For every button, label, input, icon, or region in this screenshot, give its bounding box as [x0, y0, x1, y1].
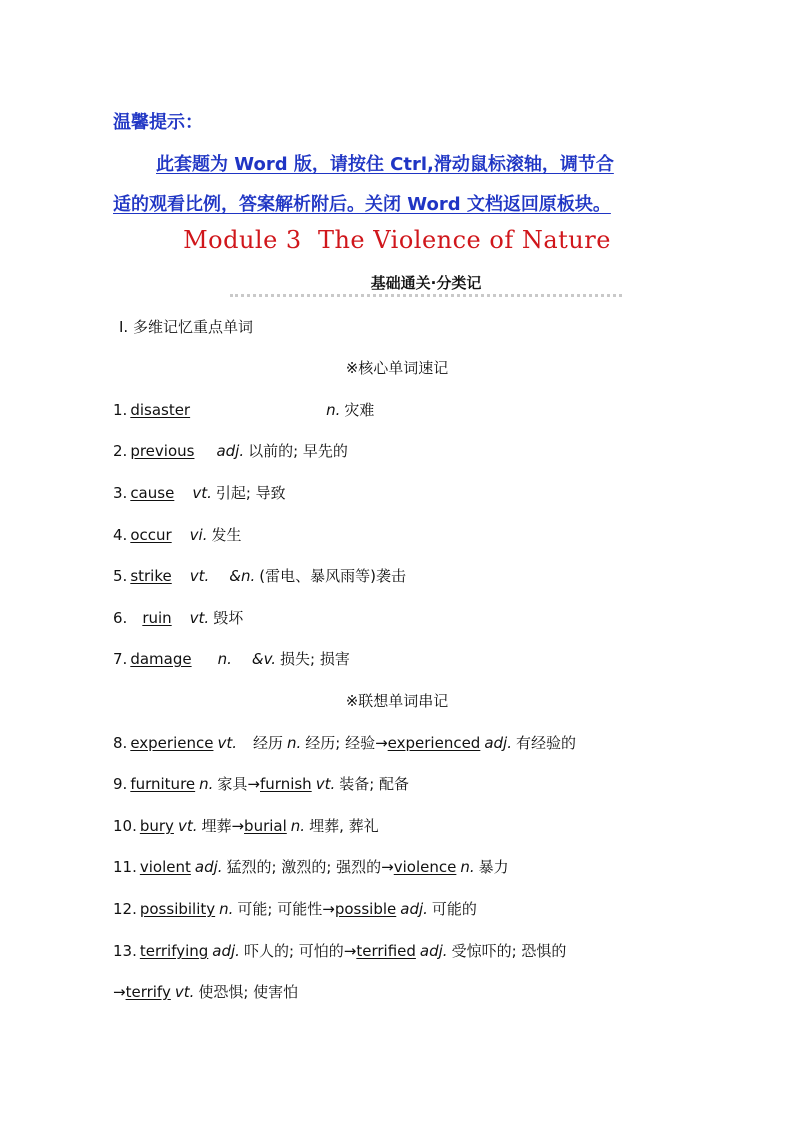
tip-line-1: 此套题为 Word 版，请按住 Ctrl,滑动鼠标滚轴，调节合 — [156, 154, 614, 175]
vocab-word: experienced — [387, 734, 481, 752]
vocab-word: bury — [139, 817, 174, 835]
vocab-word: furnish — [260, 775, 312, 793]
vocab-word: damage — [130, 650, 192, 668]
list-item: 13. terrifying adj. 吓人的; 可怕的→terrified adj. 受惊吓的; 恐惧的 — [113, 942, 567, 960]
vocab-word: strike — [130, 567, 172, 585]
section-heading: Ⅰ. 多维记忆重点单词 — [119, 318, 253, 336]
list-item-continuation: →terrify vt. 使恐惧; 使害怕 — [113, 983, 299, 1001]
section-subtitle: 基础通关·分类记 — [370, 274, 482, 292]
list-item: 2. previous adj. 以前的; 早先的 — [113, 442, 348, 460]
core-words-heading: ※核心单词速记 — [345, 359, 449, 377]
list-item: 11. violent adj. 猛烈的; 激烈的; 强烈的→violence n. 暴力 — [113, 858, 509, 876]
list-item: 3. cause vt. 引起; 导致 — [113, 484, 286, 502]
list-item: 12. possibility n. 可能; 可能性→possible adj. 可能的 — [113, 900, 477, 918]
vocab-word: experience — [130, 734, 214, 752]
list-item: 10. bury vt. 埋葬→burial n. 埋葬, 葬礼 — [113, 817, 379, 835]
tip-line-2: 适的观看比例，答案解析附后。关闭 Word 文档返回原板块。 — [113, 194, 611, 215]
vocab-word: terrify — [125, 983, 171, 1001]
vocab-word: occur — [130, 526, 172, 544]
vocab-word: terrifying — [139, 942, 209, 960]
list-item: 4. occur vi. 发生 — [113, 526, 242, 544]
vocab-word: disaster — [130, 401, 191, 419]
vocab-word: terrified — [356, 942, 416, 960]
list-item: 5. strike vt. &n. (雷电、暴风雨等)袭击 — [113, 567, 406, 585]
vocab-word: cause — [130, 484, 175, 502]
vocab-word: furniture — [130, 775, 196, 793]
tip-title: 温馨提示： — [113, 112, 203, 133]
vocab-word: violent — [139, 858, 191, 876]
list-item: 1. disaster n. 灾难 — [113, 401, 375, 419]
vocab-word: ruin — [142, 609, 172, 627]
vocab-word: burial — [244, 817, 287, 835]
list-item: 7. damage n. &v. 损失; 损害 — [113, 650, 350, 668]
list-item: 6. ruin vt. 毁坏 — [113, 609, 244, 627]
vocab-word: possible — [334, 900, 397, 918]
list-item: 9. furniture n. 家具→furnish vt. 装备; 配备 — [113, 775, 410, 793]
vocab-word: previous — [130, 442, 195, 460]
vocab-word: violence — [393, 858, 457, 876]
vocab-word: possibility — [139, 900, 216, 918]
module-title: Module 3 The Violence of Nature — [183, 226, 611, 254]
associated-words-heading: ※联想单词串记 — [345, 692, 449, 710]
list-item: 8. experience vt. 经历 n. 经历; 经验→experienced adj. 有经验的 — [113, 734, 577, 752]
dotted-divider — [230, 294, 622, 297]
